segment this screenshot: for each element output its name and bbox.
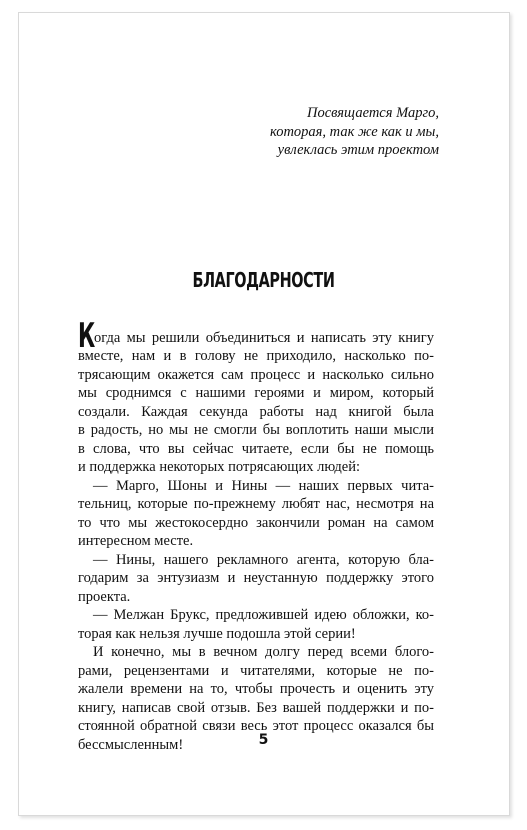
- text-line: создали. Каждая секунда работы над книгой была: [78, 403, 434, 420]
- text-line: огда мы решили объединиться и написать эту книгу: [94, 329, 434, 346]
- text-line: трясающим окажется сам процесс и насколько сильно: [78, 366, 434, 383]
- dedication: [139, 104, 439, 160]
- text-line: тельниц, которые по-прежнему любят нас, несмотря на: [78, 496, 434, 512]
- text-line: вместе, нам и в голову не приходило, насколько по-: [78, 348, 434, 364]
- text-line: то что мы жестокосердно закончили роман на самом: [78, 514, 434, 531]
- drop-cap: К: [78, 316, 96, 356]
- text-line: стоянной обратной связи весь этот процесс оказался бы: [78, 718, 434, 734]
- text-line: мы сроднимся с нашими героями и миром, который: [78, 385, 434, 401]
- text-line: И конечно, мы в вечном долгу перед всеми блого-: [93, 644, 434, 660]
- text-line: жалели времени на то, чтобы прочесть и оценить эту: [78, 681, 434, 697]
- text-line: — Мелжан Брукс, предложившей идею обложки, ко-: [93, 607, 434, 623]
- text-line: интересном месте.: [78, 533, 194, 549]
- text-line: в радость, но мы не смогли бы воплотить наши мысли: [78, 422, 434, 438]
- dedication-line: Посвящается Марго,: [307, 105, 439, 121]
- text-line: рами, рецензентами и читателями, которые не по-: [78, 662, 434, 679]
- text-line: — Нины, нашего рекламного агента, которую бла-: [93, 551, 434, 568]
- acknowledgements-text: [78, 316, 434, 754]
- text-line: и поддержка некоторых потрясающих людей:: [78, 459, 361, 475]
- text-line: торая как нельзя лучше подошла этой серии!: [78, 625, 356, 642]
- text-line: книгу, написав свой отзыв. Без вашей поддержки и по-: [78, 699, 434, 716]
- dedication-line: которая, так же как и мы,: [269, 123, 439, 140]
- text-line: — Марго, Шоны и Нины — наших первых чита-: [93, 477, 434, 494]
- dedication-line: увлеклась этим проектом: [277, 142, 439, 158]
- section-heading: БЛАГОДАРНОСТИ: [192, 268, 335, 292]
- text-line: бессмысленным!: [78, 736, 184, 753]
- text-line: проекта.: [78, 588, 131, 605]
- text-line: в слова, что вы сейчас читаете, если бы не помощь: [78, 440, 434, 457]
- page-number: 5: [258, 732, 269, 748]
- text-line: годарим за энтузиазм и неустанную поддержку этого: [78, 570, 434, 586]
